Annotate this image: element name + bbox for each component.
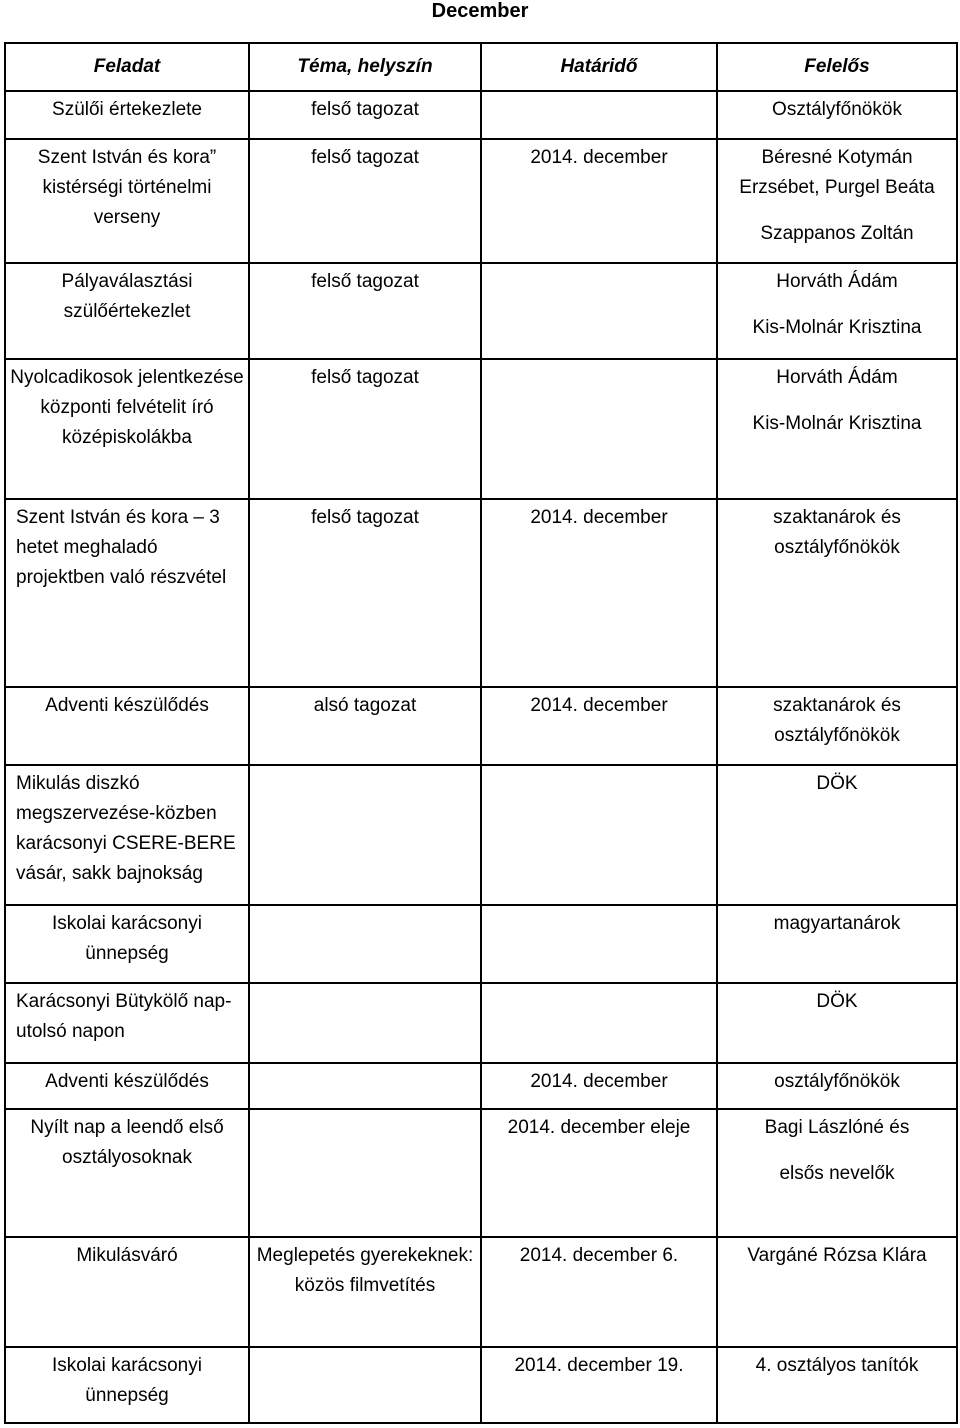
task-cell: Mikulásváró [5,1237,249,1347]
deadline-cell: 2014. december [481,1063,717,1109]
table-row [5,1347,957,1423]
task-cell: Nyílt nap a leendő első osztályosoknak [5,1109,249,1237]
task-cell: Szent István és kora – 3 hetet meghaladó projektben való részvétel [5,499,249,687]
topic-cell [249,1347,481,1423]
topic-cell [249,983,481,1063]
deadline-cell: 2014. december eleje [481,1109,717,1237]
topic-cell: alsó tagozat [249,687,481,765]
task-cell: Adventi készülődés [5,687,249,765]
task-cell: Mikulás diszkó megszervezése-közben karácsonyi CSERE-BERE vásár, sakk bajnokság [5,765,249,905]
table-row [5,359,957,499]
task-cell: Adventi készülődés [5,1063,249,1109]
deadline-cell: 2014. december [481,499,717,687]
deadline-cell [481,983,717,1063]
deadline-cell [481,905,717,983]
deadline-cell [481,263,717,359]
responsible-cell: szaktanárok és osztályfőnökök [717,687,957,765]
schedule-table [4,42,958,1424]
table-row [5,1063,957,1109]
responsible-line: Szappanos Zoltán [760,223,914,244]
responsible-line: Kis-Molnár Krisztina [752,413,922,434]
task-cell: Szülői értekezlete [5,91,249,139]
responsible-line: Horváth Ádám [776,367,898,388]
responsible-cell: Vargáné Rózsa Klára [717,1237,957,1347]
column-header: Felelős [717,43,957,91]
responsible-cell: szaktanárok és osztályfőnökök [717,499,957,687]
column-header: Téma, helyszín [249,43,481,91]
page-title: December [431,0,529,22]
responsible-line: elsős nevelők [779,1163,895,1184]
task-cell: Pályaválasztási szülőértekezlet [5,263,249,359]
deadline-cell: 2014. december 6. [481,1237,717,1347]
responsible-cell: Osztályfőnökök [717,91,957,139]
topic-cell [249,765,481,905]
responsible-cell [717,1109,957,1237]
responsible-cell: DÖK [717,983,957,1063]
responsible-line: Horváth Ádám [776,271,898,292]
topic-cell [249,1109,481,1237]
deadline-cell: 2014. december [481,139,717,263]
task-cell: Iskolai karácsonyi ünnepség [5,905,249,983]
table-header-row [5,43,957,91]
task-cell: Szent István és kora” kistérségi történelmi verseny [5,139,249,263]
table-row [5,139,957,263]
topic-cell [249,1063,481,1109]
table-row [5,1237,957,1347]
deadline-cell: 2014. december [481,687,717,765]
deadline-cell [481,91,717,139]
task-cell: Iskolai karácsonyi ünnepség [5,1347,249,1423]
topic-cell: felső tagozat [249,91,481,139]
deadline-cell [481,359,717,499]
column-header: Határidő [481,43,717,91]
deadline-cell: 2014. december 19. [481,1347,717,1423]
table-row [5,499,957,687]
responsible-line: Kis-Molnár Krisztina [752,317,922,338]
responsible-cell [717,139,957,263]
table-row [5,91,957,139]
topic-cell: felső tagozat [249,499,481,687]
responsible-cell [717,263,957,359]
column-header: Feladat [5,43,249,91]
topic-cell: felső tagozat [249,359,481,499]
responsible-line: Béresné Kotymán Erzsébet, Purgel Beáta [739,147,935,198]
table-row [5,765,957,905]
table-row [5,263,957,359]
responsible-cell: 4. osztályos tanítók [717,1347,957,1423]
table-row [5,1109,957,1237]
responsible-line: Bagi Lászlóné és [764,1117,910,1138]
topic-cell: felső tagozat [249,263,481,359]
topic-cell [249,905,481,983]
table-row [5,983,957,1063]
responsible-cell: DÖK [717,765,957,905]
table-row [5,687,957,765]
topic-cell: Meglepetés gyerekeknek: közös filmvetítés [249,1237,481,1347]
topic-cell: felső tagozat [249,139,481,263]
table-row [5,905,957,983]
responsible-cell: magyartanárok [717,905,957,983]
task-cell: Nyolcadikosok jelentkezése központi felvételit író középiskolákba [5,359,249,499]
deadline-cell [481,765,717,905]
task-cell: Karácsonyi Bütykölő nap-utolsó napon [5,983,249,1063]
responsible-cell [717,359,957,499]
responsible-cell: osztályfőnökök [717,1063,957,1109]
